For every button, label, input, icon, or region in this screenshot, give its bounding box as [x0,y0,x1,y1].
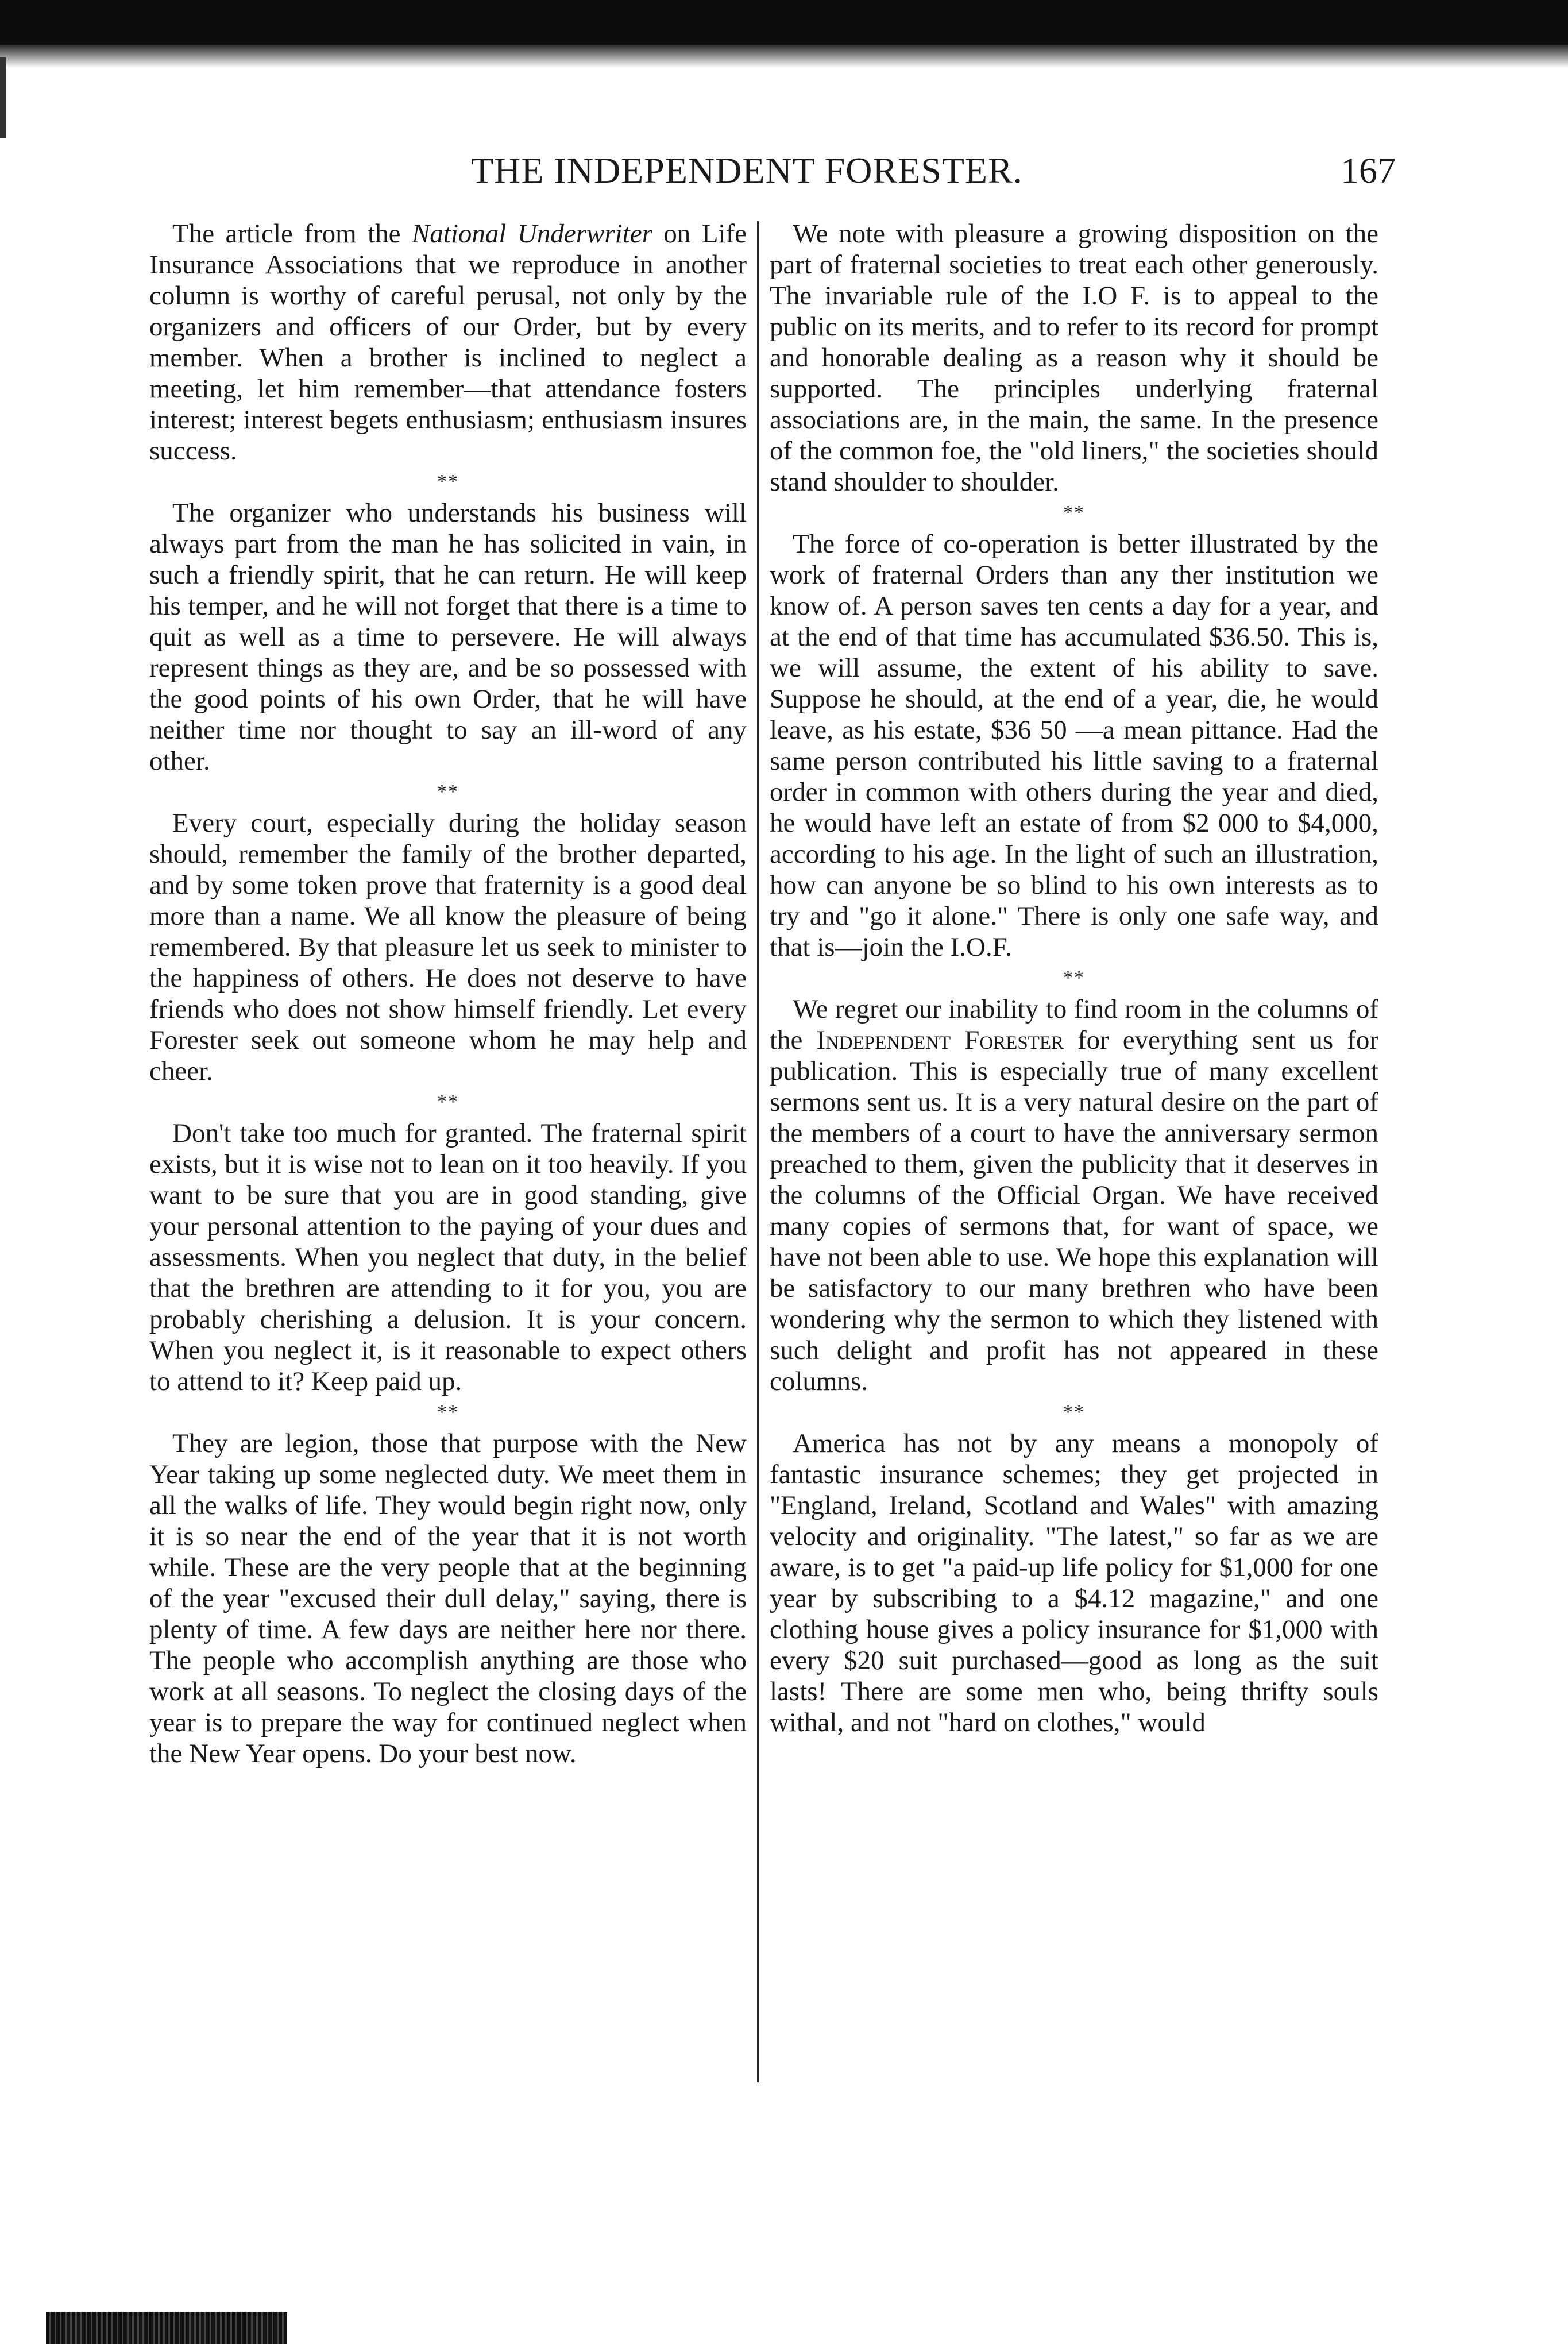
section-separator: ** [437,1401,459,1423]
paragraph-rest: for everything sent us for publication. This is especially true of many excellent sermons sent us. It is a very natural desire on the part of the members of a court to have the anniversary sermon preached to them, given the publicity that it deserves in the columns of the Official Organ. We have received many copies of sermons that, for want of space, we have not been able to use. We hope this explanation will be satisfactory to our many brethren who have been wondering why the sermon to which they listened with such delight and profit has not appeared in these columns. [770,1025,1378,1396]
left-column [149,218,747,1769]
section-separator: ** [437,781,459,802]
section-separator: ** [437,471,459,492]
paragraph-lead: The article from the [172,219,412,249]
publication-title: National Underwriter [411,219,652,249]
scan-border-left [0,57,6,138]
section-separator: ** [1063,502,1085,523]
paragraph-cooperation: The force of co-operation is better illustrated by the work of fraternal Orders than any ther institution we know of. A person saves ten cents a day for a year, and at the end of that time has accumulated $36.50. This is, we will assume, the extent of his ability to save. Suppose he should, at the end of a year, die, he would leave, as his estate, $36 50 —a mean pittance. Had the same person contributed his little saving to a fraternal order in common with others during the year and died, he would have left an estate of from $2 000 to $4,000, according to his age. In the light of such an illustration, how can anyone be so blind to his own interests as to try and "go it alone." There is only one safe way, and that is—join the I.O.F. [770,529,1378,962]
paragraph-disposition: We note with pleasure a growing disposition on the part of fraternal societies to treat each other generously. The invariable rule of the I.O F. is to appeal to the public on its merits, and to refer to its record for prompt and honorable dealing as a reason why it should be supported. The principles underlying fraternal associations are, in the main, the same. In the presence of the common foe, the "old liners," the societies should stand shoulder to shoulder. [770,219,1378,497]
scan-border-fade [0,45,1568,68]
column-divider [757,221,759,2082]
paragraph-holiday: Every court, especially during the holiday season should, remember the family of the brother departed, and by some token prove that fraternity is a good deal more than a name. We all know the pleasure of being remembered. By that pleasure let us seek to minister to the happiness of others. He does not deserve to have friends who does not show himself friendly. Let every Forester seek out someone whom he may help and cheer. [149,808,747,1086]
right-column [770,218,1378,1738]
paragraph-new-year: They are legion, those that purpose with the New Year taking up some neglected duty. We meet them in all the walks of life. They would begin right now, only it is so near the end of the year that it is not worth while. These are the very people that at the beginning of the year "excused their dull delay," saying, there is plenty of time. A few days are neither here nor there. The people who accomplish anything are those who work at all seasons. To neglect the closing days of the year is to prepare the way for continued neglect when the New Year opens. Do your best now. [149,1428,747,1768]
paragraph-sermons [770,994,1378,1397]
publication-name: Independent Forester [816,1025,1064,1055]
paragraph-rest: on Life Insurance Associations that we reproduce in another column is worthy of careful perusal, not only by the organizers and officers of our Order, but by every member. When a brother is inclined to neglect a meeting, let him remember—that attendance fosters interest; interest begets enthusiasm; enthusiasm insures success. [149,219,747,466]
paragraph-granted: Don't take too much for granted. The fraternal spirit exists, but it is wise not to lean on it too heavily. If you want to be sure that you are in good standing, give your personal attention to the paying of your dues and assessments. When you neglect that duty, in the belief that the brethren are attending to it for you, you are probably cherishing a delusion. It is your concern. When you neglect it, is it reasonable to expect others to attend to it? Keep paid up. [149,1118,747,1396]
scan-border-bottom [46,2312,287,2344]
page-header [172,149,1396,207]
scan-border-top [0,0,1568,68]
section-separator: ** [1063,1401,1085,1423]
paragraph-organizer: The organizer who understands his business will always part from the man he has solicited in vain, in such a friendly spirit, that he can return. He will keep his temper, and he will not forget that there is a time to quit as well as a time to persevere. He will always represent things as they are, and be so possessed with the good points of his own Order, that he will have neither time nor thought to say an ill-word of any other. [149,498,747,776]
page-number: 167 [1341,150,1396,191]
running-title: THE INDEPENDENT FORESTER. [471,150,1023,191]
section-separator: ** [1063,967,1085,988]
paragraph-lead: We regret our inability to find room in the columns of the [770,994,1378,1055]
section-separator: ** [437,1091,459,1113]
paragraph-schemes: America has not by any means a monopoly of fantastic insurance schemes; they get projected in "England, Ireland, Scotland and Wales" with amazing velocity and originality. "The latest," so far as we are aware, is to get "a paid-up life policy for $1,000 for one year by subscribing to a $4.12 magazine," and one clothing house gives a policy insurance for $1,000 with every $20 suit purchased—good as long as the suit lasts! There are some men who, being thrifty souls withal, and not "hard on clothes," would [770,1428,1378,1737]
paragraph-underwriter [149,218,747,466]
